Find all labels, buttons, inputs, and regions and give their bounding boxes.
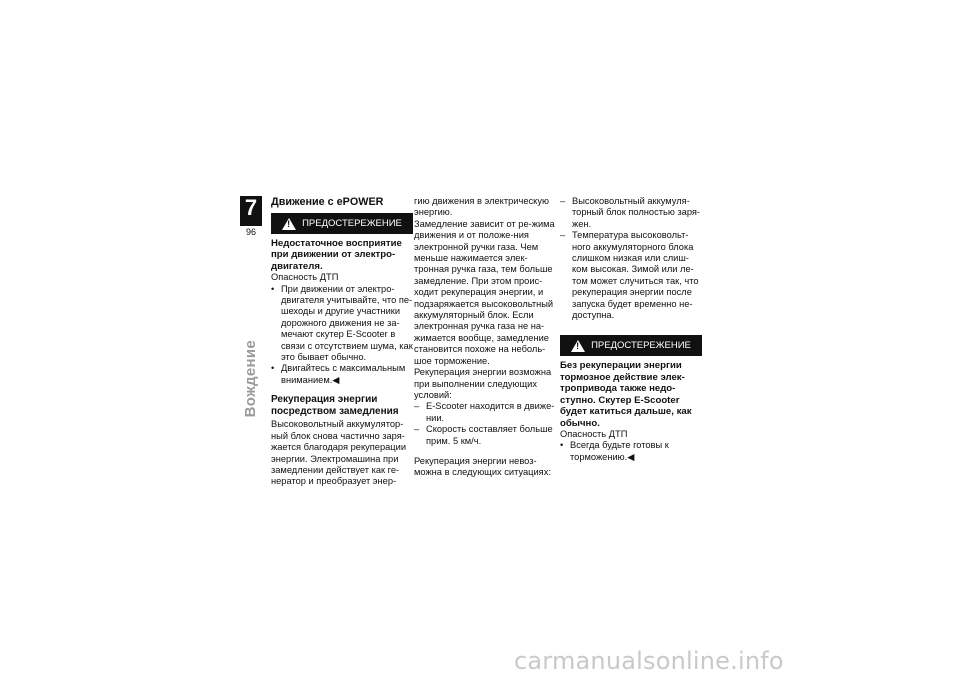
hazard-text: Опасность ДТП (271, 272, 339, 283)
section-heading: Движение с ePOWER (271, 196, 384, 208)
paragraph: гию движения в электрическую энергию. (414, 196, 549, 218)
list-item: • Всегда будьте готовы к торможению.◀ (560, 440, 702, 463)
list-item: – E-Scooter находится в движе-нии. (414, 401, 556, 424)
bullet-list (560, 440, 702, 463)
paragraph: Рекуперация энергии невоз-можна в следующих ситуациях: (414, 455, 551, 478)
column-3 (560, 196, 702, 463)
warning-label: ПРЕДОСТЕРЕЖЕНИЕ (591, 340, 691, 352)
list-item: – Температура высоковольт-ного аккумуляторного блока слишком низкая или слиш-ком высокая. Зимой или ле-том может случиться так, что рекуперация энергии после запуска будет временно не-доступна. (560, 230, 702, 321)
warning-triangle-icon (282, 218, 296, 230)
chapter-number: 7 (244, 195, 258, 220)
dash-list (560, 196, 702, 321)
dash-list (414, 401, 556, 447)
page-number: 96 (240, 226, 262, 238)
paragraph: Рекуперация энергии возможна при выполнении следующих условий: (414, 367, 552, 400)
column-1 (271, 196, 413, 488)
warning-title: Без рекуперации энергии тормозное действие элек-тропривода также недо-ступно. Скутер E-Scooter будет катиться дальше, как обычно. (560, 360, 692, 429)
column-2 (414, 196, 556, 479)
subsection-heading: Рекуперация энергии посредством замедления (271, 394, 399, 418)
warning-banner (271, 213, 413, 234)
section-side-title (242, 340, 262, 460)
warning-triangle-icon (571, 340, 585, 352)
warning-label: ПРЕДОСТЕРЕЖЕНИЕ (302, 217, 402, 229)
warning-title: Недостаточное восприятие при движении от электро-двигателя. (271, 238, 402, 272)
section-title-text: Вождение (242, 340, 259, 418)
paragraph: Замедление зависит от ре-жима движения и от положе-ния электронной ручки газа. Чем меньше нажимается элек-тронная ручка газа, тем больше замедление. При этом проис-ходит рекуперация энергии, и подзаряжается высоковольтный аккумуляторный блок. Если электронная ручка газа не на-жимается вообще, замедление становится похоже на неболь-шое торможение. (414, 218, 555, 366)
bullet-list (271, 284, 413, 387)
paragraph: Высоковольтный аккумулятор-ный блок снова частично заря-жается благодаря рекуперации энергии. Электромашина при замедлении действует как ге-нератор и преобразует энер- (271, 419, 407, 487)
list-item: – Скорость составляет больше прим. 5 км/ч. (414, 424, 556, 447)
warning-banner (560, 335, 702, 356)
watermark-text[interactable]: carmanualsonline.info (514, 647, 784, 675)
list-item: – Высоковольтный аккумуля-торный блок полностью заря-жен. (560, 196, 702, 230)
list-item: • Двигайтесь с максимальным вниманием.◀ (271, 363, 413, 386)
list-item: • При движении от электро-двигателя учитывайте, что пе-шеходы и другие участники дорожного движения не за-мечают скутер E-Scooter в связи с отсутствием шума, как это бывает обычно. (271, 284, 413, 364)
hazard-text: Опасность ДТП (560, 428, 628, 439)
